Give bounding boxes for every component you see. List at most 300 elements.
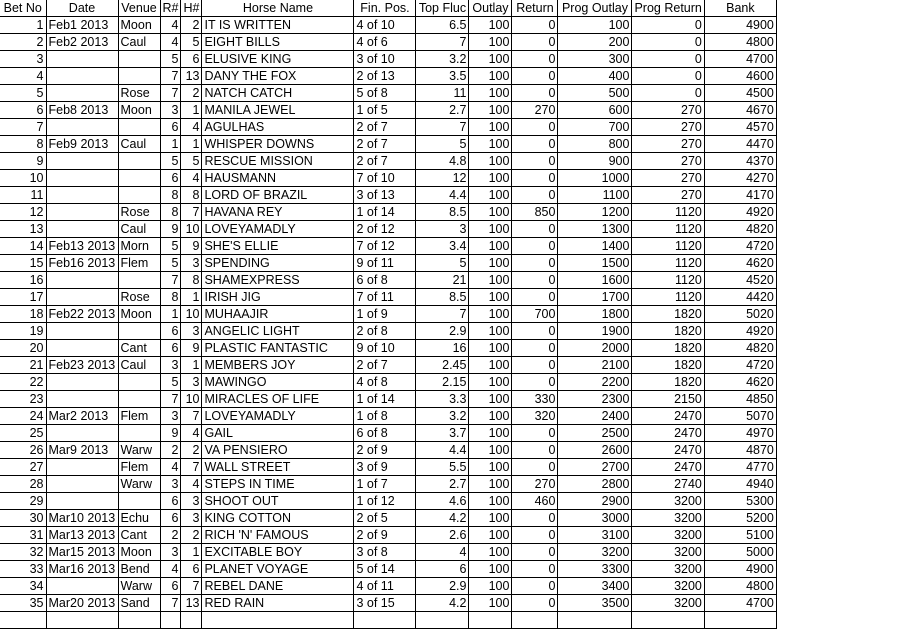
cell-bank[interactable]: 4800 [704, 578, 776, 595]
cell-venue[interactable]: Flem [118, 255, 160, 272]
cell-horse-no[interactable]: 5 [181, 153, 202, 170]
cell-fin-pos[interactable]: 2 of 7 [354, 136, 416, 153]
cell-outlay[interactable]: 100 [469, 238, 512, 255]
cell-race-no[interactable]: 5 [160, 238, 181, 255]
cell-horse-name[interactable]: HAVANA REY [202, 204, 354, 221]
cell-top-fluc[interactable]: 2.45 [416, 357, 469, 374]
cell-race-no[interactable]: 9 [160, 221, 181, 238]
cell-return[interactable]: 0 [512, 272, 558, 289]
cell-venue[interactable]: Moon [118, 306, 160, 323]
cell-venue[interactable]: Moon [118, 544, 160, 561]
cell-prog-outlay[interactable]: 500 [558, 85, 632, 102]
cell-bank[interactable]: 4620 [704, 255, 776, 272]
cell-horse-name[interactable]: EXCITABLE BOY [202, 544, 354, 561]
cell-bank[interactable]: 4600 [704, 68, 776, 85]
cell-empty[interactable] [46, 612, 118, 629]
cell-prog-outlay[interactable]: 2700 [558, 459, 632, 476]
cell-date[interactable] [46, 578, 118, 595]
cell-venue[interactable]: Warw [118, 442, 160, 459]
cell-bank[interactable]: 4850 [704, 391, 776, 408]
cell-date[interactable] [46, 323, 118, 340]
cell-bet-no[interactable]: 4 [0, 68, 46, 85]
cell-prog-return[interactable]: 1820 [632, 340, 704, 357]
cell-prog-return[interactable]: 3200 [632, 561, 704, 578]
cell-date[interactable] [46, 289, 118, 306]
cell-date[interactable] [46, 187, 118, 204]
cell-bet-no[interactable]: 16 [0, 272, 46, 289]
cell-bet-no[interactable]: 1 [0, 17, 46, 34]
cell-bet-no[interactable]: 11 [0, 187, 46, 204]
cell-race-no[interactable]: 9 [160, 425, 181, 442]
cell-return[interactable]: 0 [512, 510, 558, 527]
cell-return[interactable]: 0 [512, 374, 558, 391]
cell-outlay[interactable]: 100 [469, 476, 512, 493]
cell-horse-name[interactable]: SHE'S ELLIE [202, 238, 354, 255]
cell-bet-no[interactable]: 34 [0, 578, 46, 595]
cell-return[interactable]: 460 [512, 493, 558, 510]
cell-top-fluc[interactable]: 7 [416, 34, 469, 51]
cell-horse-name[interactable]: AGULHAS [202, 119, 354, 136]
cell-fin-pos[interactable]: 3 of 15 [354, 595, 416, 612]
cell-outlay[interactable]: 100 [469, 153, 512, 170]
cell-return[interactable]: 0 [512, 340, 558, 357]
cell-top-fluc[interactable]: 6 [416, 561, 469, 578]
cell-top-fluc[interactable]: 8.5 [416, 204, 469, 221]
cell-bet-no[interactable]: 25 [0, 425, 46, 442]
cell-outlay[interactable]: 100 [469, 510, 512, 527]
cell-race-no[interactable]: 6 [160, 578, 181, 595]
cell-bank[interactable]: 4820 [704, 221, 776, 238]
cell-horse-no[interactable]: 2 [181, 527, 202, 544]
cell-prog-outlay[interactable]: 2200 [558, 374, 632, 391]
cell-bank[interactable]: 4800 [704, 34, 776, 51]
cell-bank[interactable]: 4870 [704, 442, 776, 459]
cell-venue[interactable] [118, 493, 160, 510]
cell-race-no[interactable]: 3 [160, 408, 181, 425]
cell-horse-name[interactable]: MUHAAJIR [202, 306, 354, 323]
cell-bet-no[interactable]: 29 [0, 493, 46, 510]
cell-bet-no[interactable]: 32 [0, 544, 46, 561]
cell-horse-no[interactable]: 7 [181, 204, 202, 221]
cell-race-no[interactable]: 7 [160, 272, 181, 289]
cell-horse-name[interactable]: NATCH CATCH [202, 85, 354, 102]
cell-horse-name[interactable]: LORD OF BRAZIL [202, 187, 354, 204]
cell-outlay[interactable]: 100 [469, 272, 512, 289]
cell-venue[interactable]: Moon [118, 102, 160, 119]
cell-top-fluc[interactable]: 4.2 [416, 510, 469, 527]
cell-date[interactable]: Feb13 2013 [46, 238, 118, 255]
cell-horse-no[interactable]: 13 [181, 595, 202, 612]
cell-return[interactable]: 0 [512, 544, 558, 561]
cell-prog-return[interactable]: 2470 [632, 408, 704, 425]
cell-bet-no[interactable]: 6 [0, 102, 46, 119]
cell-bank[interactable]: 4620 [704, 374, 776, 391]
cell-bet-no[interactable]: 21 [0, 357, 46, 374]
cell-top-fluc[interactable]: 4.4 [416, 442, 469, 459]
cell-date[interactable]: Mar2 2013 [46, 408, 118, 425]
cell-top-fluc[interactable]: 12 [416, 170, 469, 187]
cell-horse-name[interactable]: RED RAIN [202, 595, 354, 612]
cell-venue[interactable]: Warw [118, 476, 160, 493]
cell-fin-pos[interactable]: 4 of 11 [354, 578, 416, 595]
cell-top-fluc[interactable]: 5 [416, 255, 469, 272]
cell-bet-no[interactable]: 30 [0, 510, 46, 527]
cell-bank[interactable]: 5200 [704, 510, 776, 527]
cell-return[interactable]: 320 [512, 408, 558, 425]
cell-prog-outlay[interactable]: 2100 [558, 357, 632, 374]
cell-venue[interactable] [118, 119, 160, 136]
cell-bet-no[interactable]: 19 [0, 323, 46, 340]
cell-bank[interactable]: 4270 [704, 170, 776, 187]
cell-top-fluc[interactable]: 16 [416, 340, 469, 357]
cell-empty[interactable] [512, 612, 558, 629]
cell-top-fluc[interactable]: 3.2 [416, 51, 469, 68]
cell-horse-name[interactable]: HAUSMANN [202, 170, 354, 187]
cell-fin-pos[interactable]: 6 of 8 [354, 425, 416, 442]
cell-horse-name[interactable]: RESCUE MISSION [202, 153, 354, 170]
cell-horse-no[interactable]: 4 [181, 425, 202, 442]
cell-race-no[interactable]: 1 [160, 306, 181, 323]
cell-empty[interactable] [469, 612, 512, 629]
cell-top-fluc[interactable]: 7 [416, 119, 469, 136]
cell-date[interactable]: Feb8 2013 [46, 102, 118, 119]
cell-prog-outlay[interactable]: 2900 [558, 493, 632, 510]
cell-top-fluc[interactable]: 4 [416, 544, 469, 561]
cell-horse-name[interactable]: SPENDING [202, 255, 354, 272]
header-race-no[interactable]: R# [160, 0, 181, 17]
cell-fin-pos[interactable]: 2 of 13 [354, 68, 416, 85]
cell-venue[interactable]: Morn [118, 238, 160, 255]
cell-bet-no[interactable]: 2 [0, 34, 46, 51]
cell-horse-name[interactable]: VA PENSIERO [202, 442, 354, 459]
cell-prog-outlay[interactable]: 600 [558, 102, 632, 119]
cell-venue[interactable] [118, 374, 160, 391]
cell-bank[interactable]: 4500 [704, 85, 776, 102]
cell-race-no[interactable]: 8 [160, 289, 181, 306]
cell-horse-name[interactable]: LOVEYAMADLY [202, 221, 354, 238]
cell-prog-return[interactable]: 0 [632, 68, 704, 85]
cell-return[interactable]: 0 [512, 187, 558, 204]
cell-prog-return[interactable]: 270 [632, 153, 704, 170]
cell-bank[interactable]: 4470 [704, 136, 776, 153]
cell-outlay[interactable]: 100 [469, 391, 512, 408]
header-top-fluc[interactable]: Top Fluc [416, 0, 469, 17]
cell-date[interactable]: Mar9 2013 [46, 442, 118, 459]
cell-horse-name[interactable]: ELUSIVE KING [202, 51, 354, 68]
cell-horse-name[interactable]: PLASTIC FANTASTIC [202, 340, 354, 357]
cell-prog-return[interactable]: 1120 [632, 204, 704, 221]
cell-outlay[interactable]: 100 [469, 442, 512, 459]
cell-outlay[interactable]: 100 [469, 119, 512, 136]
cell-fin-pos[interactable]: 2 of 5 [354, 510, 416, 527]
cell-top-fluc[interactable]: 11 [416, 85, 469, 102]
cell-outlay[interactable]: 100 [469, 459, 512, 476]
cell-top-fluc[interactable]: 5 [416, 136, 469, 153]
cell-horse-name[interactable]: MANILA JEWEL [202, 102, 354, 119]
cell-fin-pos[interactable]: 7 of 11 [354, 289, 416, 306]
cell-horse-name[interactable]: WALL STREET [202, 459, 354, 476]
cell-prog-outlay[interactable]: 1100 [558, 187, 632, 204]
cell-fin-pos[interactable]: 4 of 8 [354, 374, 416, 391]
cell-date[interactable]: Feb1 2013 [46, 17, 118, 34]
cell-date[interactable] [46, 153, 118, 170]
cell-bank[interactable]: 4720 [704, 238, 776, 255]
cell-date[interactable] [46, 119, 118, 136]
cell-fin-pos[interactable]: 7 of 12 [354, 238, 416, 255]
cell-bank[interactable]: 4370 [704, 153, 776, 170]
cell-top-fluc[interactable]: 8.5 [416, 289, 469, 306]
cell-venue[interactable] [118, 68, 160, 85]
cell-bank[interactable]: 4720 [704, 357, 776, 374]
cell-top-fluc[interactable]: 3.3 [416, 391, 469, 408]
cell-return[interactable]: 0 [512, 459, 558, 476]
cell-fin-pos[interactable]: 5 of 14 [354, 561, 416, 578]
cell-return[interactable]: 0 [512, 442, 558, 459]
cell-outlay[interactable]: 100 [469, 255, 512, 272]
cell-horse-no[interactable]: 10 [181, 306, 202, 323]
cell-outlay[interactable]: 100 [469, 357, 512, 374]
cell-bank[interactable]: 4700 [704, 51, 776, 68]
cell-bank[interactable]: 4900 [704, 561, 776, 578]
cell-race-no[interactable]: 3 [160, 357, 181, 374]
cell-horse-name[interactable]: REBEL DANE [202, 578, 354, 595]
cell-prog-outlay[interactable]: 3500 [558, 595, 632, 612]
cell-top-fluc[interactable]: 4.2 [416, 595, 469, 612]
cell-bet-no[interactable]: 31 [0, 527, 46, 544]
cell-prog-return[interactable]: 0 [632, 34, 704, 51]
cell-bet-no[interactable]: 13 [0, 221, 46, 238]
cell-bet-no[interactable]: 17 [0, 289, 46, 306]
cell-horse-no[interactable]: 7 [181, 408, 202, 425]
cell-return[interactable]: 0 [512, 68, 558, 85]
header-bet-no[interactable]: Bet No [0, 0, 46, 17]
cell-date[interactable]: Mar13 2013 [46, 527, 118, 544]
cell-fin-pos[interactable]: 6 of 8 [354, 272, 416, 289]
cell-bank[interactable]: 4170 [704, 187, 776, 204]
cell-venue[interactable]: Flem [118, 408, 160, 425]
cell-return[interactable]: 0 [512, 85, 558, 102]
cell-horse-name[interactable]: WHISPER DOWNS [202, 136, 354, 153]
cell-bet-no[interactable]: 28 [0, 476, 46, 493]
cell-date[interactable] [46, 493, 118, 510]
cell-outlay[interactable]: 100 [469, 102, 512, 119]
cell-fin-pos[interactable]: 1 of 14 [354, 204, 416, 221]
cell-return[interactable]: 0 [512, 238, 558, 255]
cell-venue[interactable]: Warw [118, 578, 160, 595]
cell-bet-no[interactable]: 3 [0, 51, 46, 68]
cell-prog-outlay[interactable]: 3100 [558, 527, 632, 544]
cell-prog-outlay[interactable]: 1200 [558, 204, 632, 221]
cell-prog-return[interactable]: 2740 [632, 476, 704, 493]
cell-date[interactable] [46, 68, 118, 85]
cell-prog-return[interactable]: 3200 [632, 510, 704, 527]
cell-outlay[interactable]: 100 [469, 85, 512, 102]
cell-prog-return[interactable]: 3200 [632, 595, 704, 612]
cell-horse-no[interactable]: 3 [181, 374, 202, 391]
cell-prog-return[interactable]: 3200 [632, 493, 704, 510]
cell-bet-no[interactable]: 7 [0, 119, 46, 136]
cell-fin-pos[interactable]: 1 of 14 [354, 391, 416, 408]
cell-horse-name[interactable]: KING COTTON [202, 510, 354, 527]
cell-empty[interactable] [202, 612, 354, 629]
cell-outlay[interactable]: 100 [469, 561, 512, 578]
cell-race-no[interactable]: 6 [160, 119, 181, 136]
cell-bet-no[interactable]: 18 [0, 306, 46, 323]
cell-race-no[interactable]: 7 [160, 85, 181, 102]
cell-prog-return[interactable]: 0 [632, 17, 704, 34]
cell-race-no[interactable]: 3 [160, 102, 181, 119]
cell-return[interactable]: 0 [512, 425, 558, 442]
cell-horse-name[interactable]: IT IS WRITTEN [202, 17, 354, 34]
cell-date[interactable]: Feb9 2013 [46, 136, 118, 153]
cell-outlay[interactable]: 100 [469, 340, 512, 357]
cell-fin-pos[interactable]: 5 of 8 [354, 85, 416, 102]
cell-prog-outlay[interactable]: 2800 [558, 476, 632, 493]
cell-bank[interactable]: 4920 [704, 323, 776, 340]
cell-bank[interactable]: 4920 [704, 204, 776, 221]
cell-race-no[interactable]: 1 [160, 136, 181, 153]
cell-venue[interactable] [118, 170, 160, 187]
cell-venue[interactable]: Flem [118, 459, 160, 476]
cell-prog-return[interactable]: 3200 [632, 527, 704, 544]
cell-prog-return[interactable]: 270 [632, 119, 704, 136]
cell-horse-no[interactable]: 3 [181, 255, 202, 272]
cell-return[interactable]: 0 [512, 170, 558, 187]
cell-prog-outlay[interactable]: 2000 [558, 340, 632, 357]
cell-prog-outlay[interactable]: 1800 [558, 306, 632, 323]
cell-venue[interactable]: Caul [118, 136, 160, 153]
cell-outlay[interactable]: 100 [469, 289, 512, 306]
cell-return[interactable]: 0 [512, 17, 558, 34]
cell-prog-outlay[interactable]: 200 [558, 34, 632, 51]
cell-prog-outlay[interactable]: 2500 [558, 425, 632, 442]
cell-fin-pos[interactable]: 3 of 9 [354, 459, 416, 476]
cell-venue[interactable] [118, 323, 160, 340]
cell-date[interactable]: Feb23 2013 [46, 357, 118, 374]
cell-horse-name[interactable]: LOVEYAMADLY [202, 408, 354, 425]
cell-venue[interactable]: Echu [118, 510, 160, 527]
cell-venue[interactable] [118, 272, 160, 289]
cell-prog-outlay[interactable]: 300 [558, 51, 632, 68]
cell-horse-no[interactable]: 1 [181, 544, 202, 561]
header-horse-no[interactable]: H# [181, 0, 202, 17]
cell-horse-no[interactable]: 1 [181, 136, 202, 153]
cell-race-no[interactable]: 5 [160, 153, 181, 170]
cell-return[interactable]: 270 [512, 102, 558, 119]
cell-prog-outlay[interactable]: 3400 [558, 578, 632, 595]
cell-date[interactable] [46, 85, 118, 102]
cell-race-no[interactable]: 2 [160, 442, 181, 459]
cell-bet-no[interactable]: 23 [0, 391, 46, 408]
cell-bank[interactable]: 4420 [704, 289, 776, 306]
cell-outlay[interactable]: 100 [469, 374, 512, 391]
cell-bet-no[interactable]: 27 [0, 459, 46, 476]
cell-prog-outlay[interactable]: 700 [558, 119, 632, 136]
cell-race-no[interactable]: 3 [160, 544, 181, 561]
cell-race-no[interactable]: 4 [160, 561, 181, 578]
cell-prog-return[interactable]: 3200 [632, 544, 704, 561]
cell-fin-pos[interactable]: 1 of 12 [354, 493, 416, 510]
header-date[interactable]: Date [46, 0, 118, 17]
cell-prog-outlay[interactable]: 1300 [558, 221, 632, 238]
cell-venue[interactable] [118, 153, 160, 170]
cell-prog-return[interactable]: 0 [632, 51, 704, 68]
cell-return[interactable]: 330 [512, 391, 558, 408]
cell-prog-outlay[interactable]: 2600 [558, 442, 632, 459]
cell-horse-no[interactable]: 8 [181, 187, 202, 204]
cell-horse-no[interactable]: 13 [181, 68, 202, 85]
cell-venue[interactable]: Sand [118, 595, 160, 612]
cell-prog-outlay[interactable]: 3300 [558, 561, 632, 578]
cell-fin-pos[interactable]: 2 of 8 [354, 323, 416, 340]
cell-prog-outlay[interactable]: 3200 [558, 544, 632, 561]
cell-date[interactable] [46, 170, 118, 187]
cell-venue[interactable]: Moon [118, 17, 160, 34]
cell-date[interactable] [46, 459, 118, 476]
cell-return[interactable]: 0 [512, 136, 558, 153]
cell-fin-pos[interactable]: 1 of 7 [354, 476, 416, 493]
cell-horse-no[interactable]: 2 [181, 17, 202, 34]
cell-outlay[interactable]: 100 [469, 170, 512, 187]
cell-fin-pos[interactable]: 1 of 9 [354, 306, 416, 323]
cell-prog-outlay[interactable]: 400 [558, 68, 632, 85]
cell-prog-return[interactable]: 270 [632, 170, 704, 187]
cell-outlay[interactable]: 100 [469, 221, 512, 238]
cell-horse-name[interactable]: MEMBERS JOY [202, 357, 354, 374]
cell-fin-pos[interactable]: 4 of 6 [354, 34, 416, 51]
cell-prog-return[interactable]: 270 [632, 136, 704, 153]
cell-return[interactable]: 700 [512, 306, 558, 323]
cell-fin-pos[interactable]: 9 of 10 [354, 340, 416, 357]
cell-bank[interactable]: 5020 [704, 306, 776, 323]
cell-outlay[interactable]: 100 [469, 323, 512, 340]
cell-bet-no[interactable]: 10 [0, 170, 46, 187]
cell-venue[interactable]: Bend [118, 561, 160, 578]
cell-top-fluc[interactable]: 3.7 [416, 425, 469, 442]
cell-fin-pos[interactable]: 3 of 13 [354, 187, 416, 204]
cell-top-fluc[interactable]: 5.5 [416, 459, 469, 476]
cell-race-no[interactable]: 6 [160, 510, 181, 527]
cell-horse-no[interactable]: 2 [181, 85, 202, 102]
cell-prog-outlay[interactable]: 1500 [558, 255, 632, 272]
cell-prog-return[interactable]: 1120 [632, 221, 704, 238]
cell-top-fluc[interactable]: 2.9 [416, 578, 469, 595]
cell-return[interactable]: 0 [512, 561, 558, 578]
cell-top-fluc[interactable]: 4.4 [416, 187, 469, 204]
cell-fin-pos[interactable]: 2 of 12 [354, 221, 416, 238]
cell-date[interactable] [46, 51, 118, 68]
cell-empty[interactable] [181, 612, 202, 629]
cell-empty[interactable] [118, 612, 160, 629]
cell-prog-outlay[interactable]: 1700 [558, 289, 632, 306]
cell-bet-no[interactable]: 8 [0, 136, 46, 153]
cell-fin-pos[interactable]: 4 of 10 [354, 17, 416, 34]
cell-horse-no[interactable]: 7 [181, 578, 202, 595]
cell-outlay[interactable]: 100 [469, 136, 512, 153]
cell-outlay[interactable]: 100 [469, 68, 512, 85]
cell-return[interactable]: 0 [512, 595, 558, 612]
cell-bank[interactable]: 4820 [704, 340, 776, 357]
cell-bet-no[interactable]: 15 [0, 255, 46, 272]
cell-horse-no[interactable]: 1 [181, 289, 202, 306]
cell-horse-name[interactable]: STEPS IN TIME [202, 476, 354, 493]
cell-race-no[interactable]: 8 [160, 204, 181, 221]
cell-horse-no[interactable]: 8 [181, 272, 202, 289]
cell-fin-pos[interactable]: 2 of 9 [354, 442, 416, 459]
cell-horse-no[interactable]: 3 [181, 493, 202, 510]
cell-bank[interactable]: 5000 [704, 544, 776, 561]
cell-horse-name[interactable]: SHOOT OUT [202, 493, 354, 510]
